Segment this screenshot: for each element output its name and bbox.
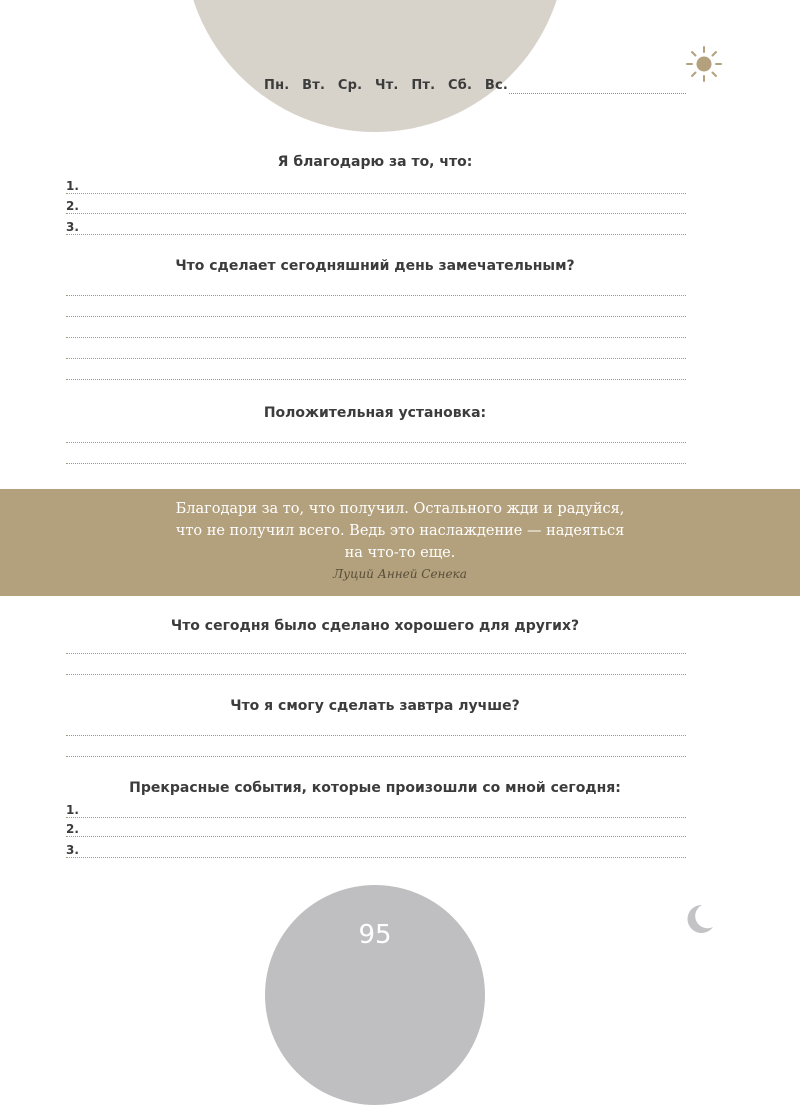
quote-text xyxy=(100,498,700,564)
weekday-wed[interactable]: Ср. xyxy=(337,78,363,93)
better-tomorrow-line-1[interactable] xyxy=(66,735,686,736)
gratitude-line-1[interactable] xyxy=(66,179,686,194)
moon-icon xyxy=(682,902,716,936)
wonderful-events-line-1[interactable] xyxy=(66,803,686,818)
good-for-others-line-2[interactable] xyxy=(66,674,686,675)
bottom-decorative-circle xyxy=(265,885,485,1105)
wonderful-events-line-2[interactable] xyxy=(66,822,686,837)
list-number: 1. xyxy=(66,803,79,817)
wonderful-day-line-3[interactable] xyxy=(66,337,686,338)
wonderful-day-line-2[interactable] xyxy=(66,316,686,317)
quote-line: на что-то еще. xyxy=(344,545,456,561)
list-number: 2. xyxy=(66,822,79,836)
good-for-others-heading: Что сегодня было сделано хорошего для других? xyxy=(170,618,580,634)
wonderful-events-heading: Прекрасные события, которые произошли со мной сегодня: xyxy=(129,780,621,796)
date-field[interactable] xyxy=(509,93,686,94)
wonderful-day-line-1[interactable] xyxy=(66,295,686,296)
quote-author: Луций Анней Сенека xyxy=(333,567,467,581)
weekday-mon[interactable]: Пн. xyxy=(264,78,290,93)
weekday-selector xyxy=(264,78,514,93)
gratitude-line-2[interactable] xyxy=(66,199,686,214)
gratitude-line-3[interactable] xyxy=(66,220,686,235)
weekday-sun[interactable]: Вс. xyxy=(484,78,509,93)
affirmation-line-2[interactable] xyxy=(66,463,686,464)
weekday-tue[interactable]: Вт. xyxy=(302,78,326,93)
weekday-thu[interactable]: Чт. xyxy=(374,78,399,93)
better-tomorrow-line-2[interactable] xyxy=(66,756,686,757)
sun-icon xyxy=(684,44,724,84)
good-for-others-line-1[interactable] xyxy=(66,653,686,654)
wonderful-day-line-4[interactable] xyxy=(66,358,686,359)
top-decorative-circle xyxy=(184,0,566,132)
weekday-sat[interactable]: Сб. xyxy=(448,78,473,93)
list-number: 2. xyxy=(66,199,79,213)
list-number: 3. xyxy=(66,220,79,234)
wonderful-day-line-5[interactable] xyxy=(66,379,686,380)
list-number: 3. xyxy=(66,843,79,857)
affirmation-line-1[interactable] xyxy=(66,442,686,443)
list-number: 1. xyxy=(66,179,79,193)
better-tomorrow-heading: Что я смогу сделать завтра лучше? xyxy=(230,698,520,714)
wonderful-day-heading: Что сделает сегодняшний день замечательным? xyxy=(175,258,575,274)
weekday-fri[interactable]: Пт. xyxy=(411,78,436,93)
page-number: 95 xyxy=(358,920,392,950)
gratitude-heading: Я благодарю за то, что: xyxy=(277,154,473,170)
quote-line: Благодари за то, что получил. Остального жди и радуйся, xyxy=(175,501,625,517)
affirmation-heading: Положительная установка: xyxy=(263,405,487,421)
wonderful-events-line-3[interactable] xyxy=(66,843,686,858)
quote-line: что не получил всего. Ведь это наслаждение — надеяться xyxy=(175,523,625,539)
